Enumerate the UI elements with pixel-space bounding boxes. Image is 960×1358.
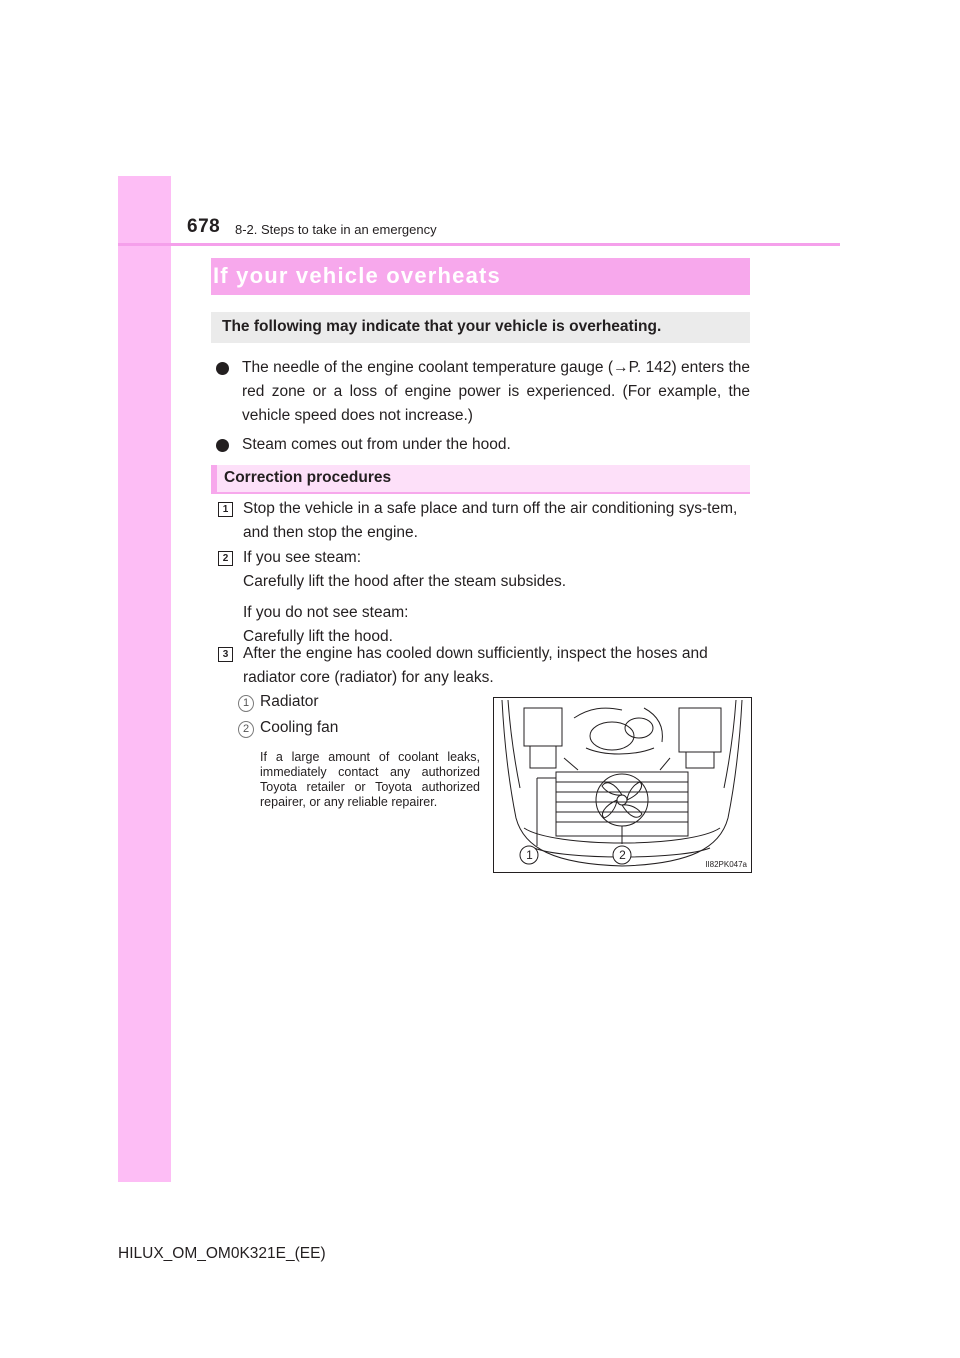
figure-marker-1: 1 <box>526 848 533 862</box>
callout-number-1: 1 <box>238 695 254 712</box>
bullet-icon <box>216 439 229 452</box>
callout-label-cooling-fan: Cooling fan <box>260 719 339 736</box>
bullet-icon <box>216 362 229 375</box>
step-number-2: 2 <box>218 551 233 566</box>
step-3-text: After the engine has cooled down sufficiently, inspect the hoses and radiator core (radiator) for any leaks. <box>243 645 708 686</box>
list-item <box>216 356 750 428</box>
callout-label-radiator: Radiator <box>260 693 319 710</box>
figure-marker-2: 2 <box>619 848 626 862</box>
step-2-line: If you do not see steam: <box>243 604 409 621</box>
header-divider <box>118 243 840 246</box>
coolant-leak-note: If a large amount of coolant leaks, immediately contact any authorized Toyota retailer or Toyota authorized repairer, or any reliable repairer. <box>260 750 480 809</box>
section-reference: 8-2. Steps to take in an emergency <box>235 222 437 237</box>
step-2-line: Carefully lift the hood after the steam subsides. <box>243 573 567 590</box>
page-title: If your vehicle overheats <box>213 263 501 288</box>
step-2 <box>243 546 750 649</box>
chapter-side-tab <box>118 176 171 1182</box>
procedures-heading: Correction procedures <box>224 469 392 486</box>
page-number: 678 <box>187 216 221 237</box>
list-item <box>216 433 750 457</box>
figure-id: II82PK047a <box>705 860 747 869</box>
step-1-text: Stop the vehicle in a safe place and turn off the air conditioning sys-tem, and then stop the engine. <box>243 500 738 541</box>
procedures-heading-accent <box>211 465 217 494</box>
engine-bay-drawing <box>494 698 751 872</box>
callout-number-2: 2 <box>238 721 254 738</box>
indicator-text: The needle of the engine coolant temperature gauge (→P. 142) enters the red zone or a loss of engine power is experienced. (For example, the vehicle speed does not increase.) <box>242 359 750 424</box>
step-number-3: 3 <box>218 647 233 662</box>
step-number-1: 1 <box>218 502 233 517</box>
engine-compartment-illustration <box>493 697 752 873</box>
indicators-heading: The following may indicate that your vehicle is overheating. <box>222 318 662 335</box>
indicator-list <box>216 356 750 462</box>
step-2-line: Carefully lift the hood. <box>243 628 393 645</box>
document-footer: HILUX_OM_OM0K321E_(EE) <box>118 1245 326 1262</box>
step-2-line: If you see steam: <box>243 549 362 566</box>
indicator-text: Steam comes out from under the hood. <box>242 436 511 453</box>
